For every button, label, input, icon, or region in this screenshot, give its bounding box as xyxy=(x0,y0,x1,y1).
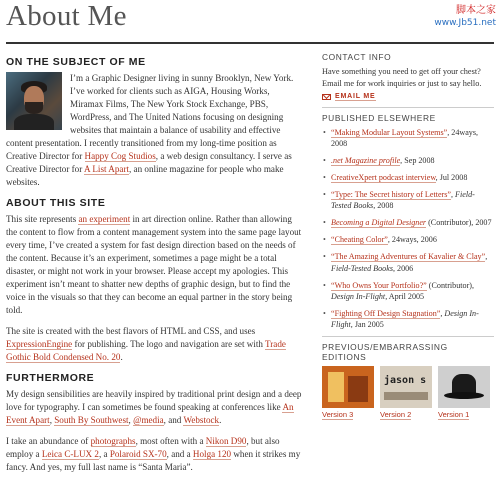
email-me-link[interactable] xyxy=(322,93,494,101)
atmedia-link[interactable]: @media xyxy=(133,415,164,425)
publication-link[interactable]: “Type: The Secret history of Letters” xyxy=(331,190,451,200)
list-item: • “Who Owns Your Portfolio?” (Contributor), Design In-Flight, April 2005 xyxy=(322,280,494,302)
list-item: • CreativeXpert podcast interview, Jul 2008 xyxy=(322,172,494,183)
list-item: • “Cheating Color”, 24ways, 2006 xyxy=(322,234,494,245)
holga-link[interactable]: Holga 120 xyxy=(192,449,232,459)
edition-link[interactable]: Version 1 xyxy=(438,410,470,420)
furthermore-paragraph-2: I take an abundance of photographs, most often with a Nikon D90, but also employ a Leica C-LUX 2, a Polaroid SX-70, and a Holga 120 when it strikes my fancy. And yes, my full last name is “Santa Maria”. xyxy=(6,436,301,472)
sidebar xyxy=(322,52,494,419)
trade-gothic-link[interactable]: Trade Gothic Bold Condensed No. 20 xyxy=(6,339,286,362)
polaroid-link[interactable]: Polaroid SX-70 xyxy=(109,449,167,459)
email-me-label[interactable]: EMAIL ME xyxy=(335,93,376,100)
furthermore-heading: FURTHERMORE xyxy=(6,372,95,384)
edition-link[interactable]: Version 2 xyxy=(380,410,412,420)
divider xyxy=(322,107,494,108)
main-column xyxy=(6,52,304,482)
edition-version-1[interactable] xyxy=(438,366,490,419)
an-event-apart-link[interactable]: An Event Apart xyxy=(6,402,294,425)
editions-gallery xyxy=(322,366,494,419)
avatar xyxy=(6,72,62,130)
leica-link[interactable]: Leica C-LUX 2 xyxy=(41,449,99,459)
list-item: • “Fighting Off Design Stagnation”, Design In-Flight, Jan 2005 xyxy=(322,308,494,330)
list-item: • “Type: The Secret history of Letters”, Field-Tested Books, 2008 xyxy=(322,189,494,211)
photographs-link[interactable]: photographs xyxy=(90,436,136,446)
header-rule xyxy=(6,42,494,44)
edition-thumbnail[interactable]: jason s xyxy=(380,366,432,408)
edition-thumbnail[interactable] xyxy=(438,366,490,408)
list-item: • “Making Modular Layout Systems”, 24ways, 2008 xyxy=(322,127,494,149)
subject-heading: ON THE SUBJECT OF ME xyxy=(6,56,146,68)
happy-cog-link[interactable]: Happy Cog Studios xyxy=(84,151,156,161)
edition-version-3[interactable] xyxy=(322,366,374,419)
edition-version-2[interactable] xyxy=(380,366,432,419)
a-list-apart-link[interactable]: A List Apart xyxy=(84,164,129,174)
site-paragraph-2: The site is created with the best flavors of HTML and CSS, and uses ExpressionEngine for publishing. The logo and navigation are set with Trade Gothic Bold Condensed No. 20. xyxy=(6,326,286,362)
webstock-link[interactable]: Webstock xyxy=(183,415,220,425)
nikon-link[interactable]: Nikon D90 xyxy=(205,436,247,446)
watermark-domain: www.Jb51.net xyxy=(434,18,496,28)
watermark-site-name: 脚本之家 xyxy=(456,5,496,16)
divider xyxy=(322,336,494,337)
list-item: • “The Amazing Adventures of Kavalier & Clay”, Field-Tested Books, 2006 xyxy=(322,251,494,273)
publication-link[interactable]: CreativeXpert podcast interview xyxy=(331,173,436,183)
site-paragraph-1: This site represents an experiment in art direction online. Rather than allowing the content to flow from a content management system into the same page layout every time, I’ve created a system for fast design direction based on the needs of the content. Because it’s an experiment, sometimes a page might be a total disaster, or might not work in your browser. Please accept my apologies. This experiment isn’t meant to shatter new depths of graphic design, but to find the voice in the visuals so that they can become an equal partner in the story being told. xyxy=(6,214,302,315)
edition-link[interactable]: Version 3 xyxy=(322,410,354,420)
mail-icon xyxy=(322,94,331,100)
edition-thumbnail[interactable] xyxy=(322,366,374,408)
subject-paragraph: I’m a Graphic Designer living in sunny Brooklyn, New York. I’ve worked for clients such as AIGA, Housing Works, Miramax Films, The New York Stock Exchange, PBS, WordPress, and The United Nations focusing on designing websites that maintain a balance of usability and effective content presentation. I recently transitioned from my long-time position as Creative Director for Happy Cog Studios, a web design consultancy. I serve as Creative Director for A List Apart, an online magazine for people who make websites. xyxy=(6,73,294,187)
sxsw-link[interactable]: South By Southwest xyxy=(54,415,129,425)
page-title: About Me xyxy=(6,0,127,32)
contact-heading: CONTACT INFO xyxy=(322,52,392,62)
list-item: • .net Magazine profile, Sep 2008 xyxy=(322,155,494,166)
publication-link[interactable]: “The Amazing Adventures of Kavalier & Clay” xyxy=(331,252,486,262)
list-item: • Becoming a Digital Designer (Contributor), 2007 xyxy=(322,217,494,228)
published-heading: PUBLISHED ELSEWHERE xyxy=(322,113,436,123)
furthermore-paragraph-1: My design sensibilities are heavily inspired by traditional print design and a deep love for typography. I can sometimes be found speaking at conferences like An Event Apart, South By Southwest, @media, and Webstock. xyxy=(6,389,302,425)
publication-link[interactable]: “Who Owns Your Portfolio?” xyxy=(331,280,427,290)
watermark xyxy=(434,4,496,30)
site-heading: ABOUT THIS SITE xyxy=(6,197,106,209)
editions-heading: PREVIOUS/EMBARRASSING EDITIONS xyxy=(322,342,448,363)
publication-link[interactable]: .net Magazine profile xyxy=(331,156,401,166)
publication-link[interactable]: Becoming a Digital Designer xyxy=(331,218,427,228)
experiment-link[interactable]: an experiment xyxy=(78,214,131,224)
published-list xyxy=(322,127,494,330)
expressionengine-link[interactable]: ExpressionEngine xyxy=(6,339,73,349)
publication-link[interactable]: “Making Modular Layout Systems” xyxy=(331,128,448,137)
publication-link[interactable]: “Fighting Off Design Stagnation” xyxy=(331,308,441,318)
publication-link[interactable]: “Cheating Color” xyxy=(331,235,388,245)
contact-text: Have something you need to get off your chest? Email me for work inquiries or just to say hello. xyxy=(322,67,482,88)
